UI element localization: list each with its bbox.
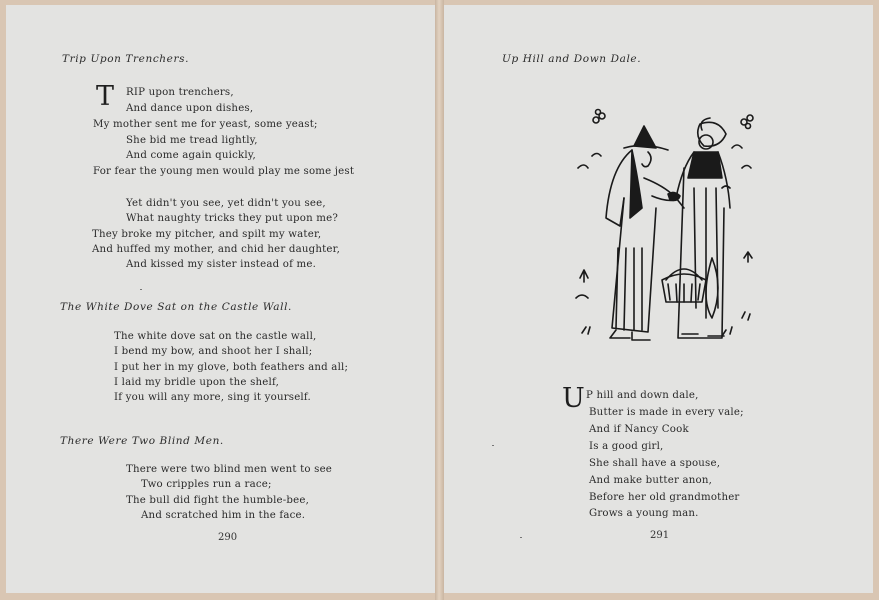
poem-line: Is a good girl, [589,441,664,452]
poem-line: And come again quickly, [126,150,256,161]
poem-line: And dance upon dishes, [126,103,254,114]
old-woman-and-girl-illustration [572,108,764,350]
drop-cap-t: T [96,81,115,112]
poem-line: For fear the young men would play me some jest [93,166,355,177]
poem-line: And scratched him in the face. [141,510,306,521]
poem-line: The white dove sat on the castle wall, [114,331,317,342]
book-gutter [435,0,444,600]
poem-title-white-dove: The White Dove Sat on the Castle Wall. [60,301,292,313]
poem-title-trip-upon-trenchers: Trip Upon Trenchers. [62,53,190,65]
drop-cap-u: U [562,383,585,414]
poem-line: She bid me tread lightly, [126,135,258,146]
poem-line: Yet didn't you see, yet didn't you see, [126,198,326,209]
poem-line: I laid my bridle upon the shelf, [114,377,280,388]
poem-line: Two cripples run a race; [141,479,272,490]
poem-line: And if Nancy Cook [589,424,689,435]
page-number: 290 [218,532,238,543]
left-page [6,5,435,593]
poem-title-up-hill-and-down-dale: Up Hill and Down Dale. [502,53,642,65]
poem-line: If you will any more, sing it yourself. [114,392,311,403]
poem-line: I bend my bow, and shoot her I shall; [114,346,313,357]
page-number: 291 [650,530,670,541]
poem-line: The bull did fight the humble-bee, [126,495,310,506]
poem-line: What naughty tricks they put upon me? [126,213,339,224]
paper-speck [140,289,142,290]
poem-line: And huffed my mother, and chid her daughter, [92,244,341,255]
poem-line: I put her in my glove, both feathers and all; [114,362,349,373]
poem-line: And make butter anon, [589,475,713,486]
poem-line: She shall have a spouse, [589,458,721,469]
poem-line: And kissed my sister instead of me. [126,259,317,270]
paper-speck [520,537,522,538]
poem-line: There were two blind men went to see [126,464,333,475]
poem-line: RIP upon trenchers, [126,87,234,98]
poem-line: Grows a young man. [589,508,699,519]
right-page [444,5,873,593]
poem-line: Before her old grandmother [589,492,740,503]
poem-title-two-blind-men: There Were Two Blind Men. [60,435,224,447]
poem-line: They broke my pitcher, and spilt my water, [92,229,322,240]
poem-line: P hill and down dale, [586,390,699,401]
paper-speck [492,445,494,446]
poem-line: My mother sent me for yeast, some yeast; [93,119,318,130]
poem-line: Butter is made in every vale; [589,407,744,418]
